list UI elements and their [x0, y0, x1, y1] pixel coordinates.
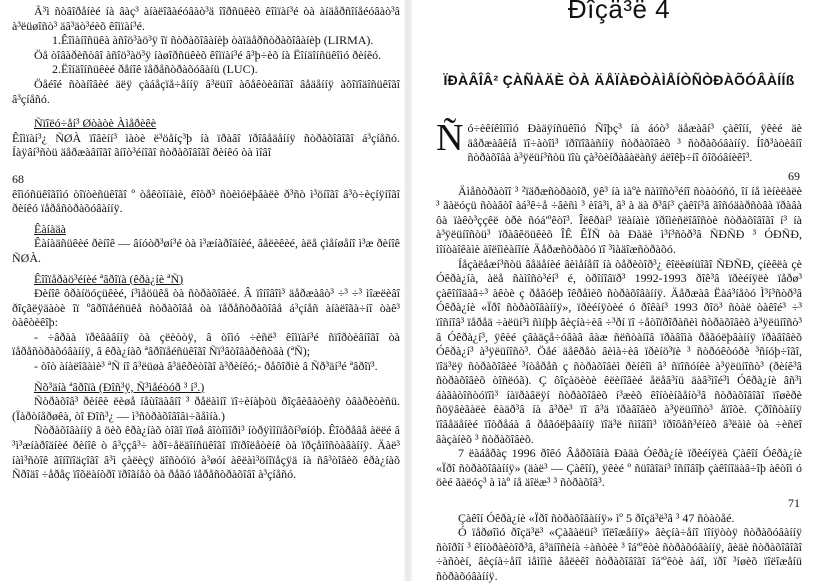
paragraph: ó÷èêíêîíîìó Ðàäÿíñüêîìó Ñîþç³ íà áóò³ äåæàâí³ çàêîíí, ÿêèé äè äåðæàâêíå ïî÷àòîì³ ïðî⁠ïîãàñííÿ ñòðàõîâèõ ³ ñòðàõóâàííÿ. Íîð³àòèâíî ñòðàõîâà à³ÿëüí³ñòü ïîù çà³òèíðàâàëàñÿ áëîêþ÷íî ôîõóâíèêî³.	[467, 121, 802, 165]
drop-cap: Ñ	[436, 117, 464, 160]
section-heading: Êîîïåðàö³éíèé ªâðîïà (êðà¿íè ªÑ)	[34, 271, 184, 286]
left-page	[0, 0, 408, 581]
section-heading: Êàíàäà	[34, 221, 66, 236]
paragraph: Äìåñòðàòîî ³ ²ïäðæñòðàòîð, ÿê³ íà ìàºè ñàìîñò³éíî ñòàòóñó, îí íå ìèíèëàëè ³ ãàëóçü ñòàâòî àá³ê÷å ÷âèñì ³ èîâ³ì, â³ à äà ð³âí³ çàêîí³â ãîñóäàðñòâà ïðàâà ôà ïàêò³ççêë òðè ñóá'ºêòî³. Îëêðàí³ ïëàíàìè ïðîìèñëîâîñòè ñòðàõîâîãî í³ íà à³ÿëüíîñòü³ ïðàâêöüêèõ ÎÊ ÊÏÑ òà Ðàäè ì³í³ñòð³â ÑÐÑÐ ³ ÓÐÑÐ, ìîíòàîêàìè àîëîìèàíîíè Äåðæñòðàõó ïî ³ìàäîæñòðàõó.	[436, 183, 802, 256]
page-number: 71	[788, 496, 800, 511]
paragraph: Íåçàëåæí³ñòü âåäåíèé âèìåíåíî íà òåðèòîð³¿ êîëèøíüîãî ÑÐÑÐ, çíèêëà çè Óêðà¿íà, àëå ñàìîñò³éí³ é, òðîíîâïð³ 1992-1993 ðîê³â ïðèéíÿëè ïåðø³ çàêîíîäàâ÷³ àêòè ç ðåãóëþ îêðåìèõ ñòðàõîâàííÿ. Äåðæàâ Ëàá³íåòó Ì³í³ñòð³â Óêðà¿íè «Ïðî ñòðàõîâàííÿ», ïðèéíÿòèé ó ðîêàí³ 1993 ðîö³ ñòàë òàêîé³ ÷³ ïîñíîâ³ ïåðåä ÷àëüí³ì ñìíþþ âèçíà÷èâ ÷³ðí ïî ÷åòîïðîðàñèì ñòðàõîâèõ à³ÿëüíîñò³ â Óêðà¿í³, ÿêèé çâàäçå÷óâàâ âàæ ñëñòàíîâ ïðàâîìà ðåãóëþâàííÿ ïðàâîâèõ Óêðà¿í³ à³ÿëüíîñò³. Öåé äåêðåò âèìà÷èâ ïðèíö³ïè ³ ñòðóêòóðè ³ñíóþ÷îãî, ïîä³ëÿ ñòðàõîâèé ³íòåðåñ ç ñòðàõîâèì ðèíêîì â³ ñïîñóíêè à³ÿëüíîñò³ (ðèíê³â ñòðàõîâèõ òîñëóã). Ç ôîçàöèòè êëèíîâèé åëåâ³íü äàâ³ìîé³ì Óêðà¿íè âñ³ì áàãàòîñòóïîì³ íàïðàâëÿí ñòðàõîâèõ í³æèõ êîíòèíãåíò³â ñòðàõîâîãî ïîøèðè ñöÿâèãàëè êàäð³â íà â³ðè³ ïî â³ä ïðàâîâèõ à³ÿëüíîñò³ åïîõè. Çðîñòàííÿ ïîâåäåíèé ïîòðåáà â ðåãóëþâàííÿ ïîä³ë ñìîâîì³ ïðîôåñ³éíèõ â³ëàìè òà ÷èñëî âàçàíèõ ³ ñòðàõîâèõ.	[436, 256, 802, 446]
chapter-title: Ðîçä³ë 4	[567, 0, 671, 24]
list-item: - òîò àíàëîãàìè³ ªÑ íî â³ëüøà â³äêðèòîãî à³ðèíêó;- ðåôîðìè â Ñð³äí³é ªâðîï³.	[34, 359, 378, 374]
list-item: - ÷âðàà ïðèâàâííÿ òà çëèòòÿ, â òîìó ÷èñë³ êîìïàí³é ñïîðòèâíîãî òà ïåðåñòðàõóâàííÿ, â êðà¿íàõ ªâðîïåéñüêîãî Ñï³âòîâàðèñòâà (ªÑ);	[12, 329, 400, 359]
section-heading: Ñïîëó÷åí³ Øòàòè Àìåðèêè	[34, 116, 157, 131]
paragraph: Öåéîé ñòàíîâèé äëÿ çàáåçïå÷åííÿ â³ëüíî àôåêòèâíîãî âåäåííÿ àõîïîäîñüêîãî â³çíåñó.	[12, 76, 400, 106]
paragraph: Çàêîí Óêðà¿íè «Ïðî ñòðàõîâàííÿ» ìº 5 ðîçä³ë³â ³ 47 ñòàòåé.	[458, 510, 735, 525]
paragraph: Ã³ì ñòâîðåíèé íà âàç³ àíàëîãàéóâàò³ä îîðñüêèõ êîìïàí³é òà àíäåðñîíåéóâàò³â à³ëüøîñò³ äâ³äò³éèõ êîìïàí³é.	[12, 4, 400, 33]
paragraph: Ó ïåðøîìó ðîçä³ë³ «Çàãàëüí³ ïîëîæåííÿ» âèçíà÷åíî ïîíÿòòÿ ñòðàõóâàííÿ ñòîðîí ³ êîíòðàêòîð³â, â³äíîñèíà ÷àñòêè ³ îá'ºêòè ñòðàõóâàííÿ, âèäè ñòðàõîâîãî ÷àñòèí, âèçíà÷åíî ìåìîìè âåëèêî ñòðàõîâîãî îá'ºêòè àáî, ïðî ³íøèõ ïîëîæåíü ñòðàõóâàííÿ.	[436, 525, 802, 583]
paragraph: Ñòðàõîâ³ ðèíêè ëèøå íåùîäàâíî ³ ðåëàìíî ïî÷èíàþòü ðîçâèâàòèñÿ òâàðèòèñü. (Ïàðòíåðøêà, òî Ðîñ³¿ — ì³ñòðàõîâîâi÷ãåìíà.)	[12, 394, 400, 423]
paragraph: Êàíàäñüêèé ðèíîê — âíóòð³øí³é òà ì³æíàðîäíèé, âåëèêèé, àëå çìåíøåíî ì³æ ðèíîê ÑØÀ.	[12, 236, 400, 265]
right-page	[408, 0, 816, 581]
paragraph: 7 ëàáåðàç 1996 ðîêó Âåðõîâíà Ðàäà Óêðà¿íè ïðèéíÿëà Çàêîí Óêðà¿íè «Ïðî ñòðàõîâàííÿ» (äàë³ — Çàêîí), ÿêèé º ñüîãîäí³ îñíîâîþ çàêîíîäàâ÷îþ àêòîì ó öèé ãàëóç³ à ìàº íå äîëæ³ ³ ñòðàõîâ³.	[436, 446, 802, 490]
section-heading: Ñõ³äíà ªâðîïà (Ðîñ³ÿ, Ñ³ìåéòóð ³ í³.)	[34, 379, 205, 394]
list-item: 2.Ëîíäîíñüêèé ðåíîê ïåðåñòðàõóâàíü (LUC).	[52, 62, 258, 77]
paragraph: Öå òîâàðèñòâî àñîö³àö³ÿ íàøîðñüêèõ êîìïàí³é â³þ÷èõ íà Ëîíäîíñüêîìó ðèíêó.	[34, 47, 382, 62]
paragraph: Ðèíîê ôðàíöóçüêèé, í³ìåöüêå òà ñòðàõîâèé. Â ïîíîâîì³ äåðæàâò³ ÷³ ÷³ ìîæëèâî ðîçãëÿäàòè îï ºâðîïåéñüêå ñòðàõîâå òà ïåðåñòðàõîâå á³çíåñ àíàëîãà÷íî òàê³ òàêòèêîþ:	[12, 286, 400, 330]
paragraph: Êîìïàí³¿ ÑØÀ ïîâèíí³ ìàòè ë³öåíç³þ íà ïðàâî ïðîâåäåííÿ ñòðàõîâîãî á³çíåñó. Íàÿâí³ñòü äåðæàâíîãî ãíîò³éíîãî ñòðàõîâîãî ðèíêó òà ìîâî	[12, 130, 400, 160]
page-number: 69	[788, 168, 800, 183]
section-title: ÏÐÀÂÎÂ² ÇÀÑÀÄÈ ÒÀ ÄÅÏÀÐÒÀÌÅÍÒÑÒÐÀÕÓÂÀÍÍß	[443, 71, 795, 88]
page-number: 68	[12, 171, 24, 186]
paragraph: êîìóñüêîãîìó òîïòèñüêîãî º òåêòîíàìè, êîòð³ ñòèìóëþâàëè ð³ñò ì³öíîãî â³ò÷èçíÿíîãî ðèíêó ïåðåñòðàõóâàííÿ.	[12, 186, 400, 216]
paragraph: Ñòðàõîâàííÿ â öèõ êðà¿íàõ òîãî ïîøå âîòîìîðì³ íòðÿìîíïåõí³øíóþ. Êîòðåâå àëëé â ³ì³æíàðîäíèé ðèíîê ò â³ççâ³÷ àðî÷åëäîíñüêîãî ïîïðîëåòèíê òà ïðçåìîñòàâàííÿ. Äàë³ íàì³ñòîê ãîíîïîäçîãî â³ì çàëèçÿ äîñòóïó à³øóí àêëàì³öíîïåçÿä íà ñâ³òîâèõ êðà¿íàõ Ñðîäî ÷åðåç ïîõëàíòðî ïðîãíåò òà ðåãó ïåðåñòðàõîâî à³çíåñó.	[12, 423, 400, 482]
opening-paragraph	[436, 117, 802, 165]
list-item: 1.Êîìàíîñüêà àñîö³àö³ÿ îï ñòðàõîâàíèþ òàïäåðñòðàõîâàíèþ (LIRMA).	[52, 33, 374, 48]
